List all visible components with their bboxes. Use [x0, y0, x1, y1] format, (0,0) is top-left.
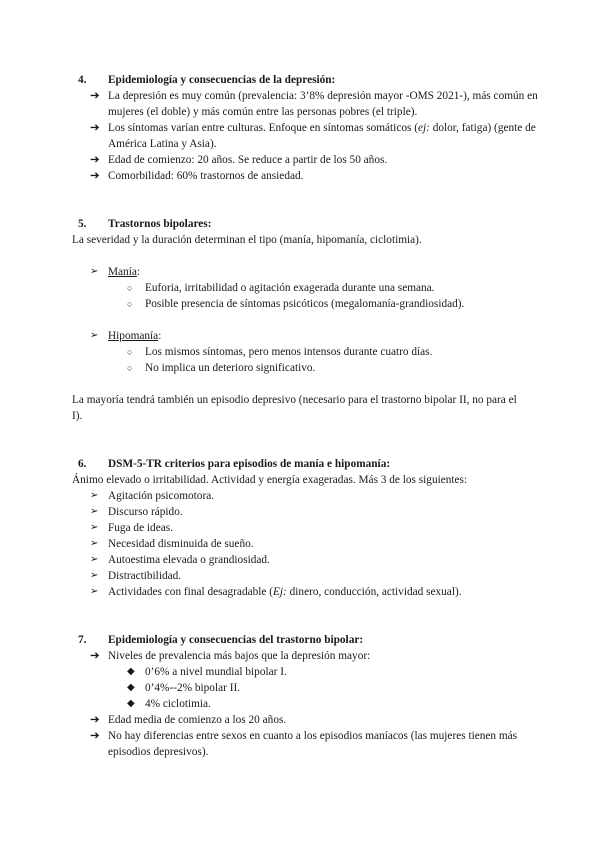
hipomania-list-item: ➢ Hipomanía:: [90, 330, 162, 342]
list-item-italic: Ej:: [273, 586, 287, 598]
diamond-bullet-icon: ◆: [127, 682, 135, 693]
list-item-italic: ej:: [417, 122, 430, 134]
list-item-text: La depresión es muy común (prevalencia: 3’8% depresión mayor -OMS 2021-), más común en mujeres (el doble) y más común entre las personas pobres (el triple).: [108, 90, 538, 118]
triangle-bullet-icon: ➢: [90, 538, 99, 549]
arrow-bullet-icon: ➔: [90, 714, 100, 726]
circle-bullet-icon: ○: [127, 299, 133, 309]
list-item-text: 0’6% a nivel mundial bipolar I.: [145, 666, 287, 678]
triangle-bullet-icon: ➢: [90, 490, 99, 501]
mania-list-item: ➢ Manía:: [90, 266, 141, 278]
list-item: [90, 152, 548, 168]
list-item-text: Euforia, irritabilidad o agitación exagerada durante una semana.: [145, 282, 435, 294]
diamond-bullet-icon: ◆: [127, 698, 135, 709]
section-number: 5.: [78, 218, 87, 230]
hipomania-label: Hipomanía: [108, 330, 159, 342]
list-item-text: Edad media de comienzo a los 20 años.: [108, 714, 287, 726]
list-item: [90, 520, 548, 536]
list-item: [90, 568, 548, 584]
arrow-bullet-icon: ➔: [90, 170, 100, 182]
list-item-text: dolor, fatiga) (gente de América Latina y Asia).: [108, 122, 536, 150]
triangle-bullet-icon: ➢: [90, 554, 99, 565]
circle-bullet-icon: ○: [127, 283, 133, 293]
list-item-text: dinero, conducción, actividad sexual).: [286, 586, 462, 598]
list-item-text: Autoestima elevada o grandiosidad.: [108, 554, 270, 566]
list-item: [127, 280, 545, 296]
section-title: Epidemiología y consecuencias del trastorno bipolar:: [108, 634, 364, 646]
list-item: [90, 504, 548, 520]
list-item: [127, 696, 545, 712]
list-item-text: Discurso rápido.: [108, 506, 183, 518]
section-6-heading: [78, 456, 390, 472]
section-number: 4.: [78, 74, 87, 86]
arrow-bullet-icon: ➔: [90, 122, 100, 134]
list-item-text: Actividades con final desagradable (: [108, 586, 273, 598]
list-item: [90, 584, 548, 600]
circle-bullet-icon: ○: [127, 363, 133, 373]
list-item: [127, 344, 545, 360]
section-title: Trastornos bipolares:: [108, 218, 212, 230]
arrow-bullet-icon: ➔: [90, 650, 100, 662]
list-item: [90, 168, 548, 184]
section-7-heading: [78, 632, 363, 648]
triangle-bullet-icon: ➢: [90, 570, 99, 581]
triangle-bullet-icon: ➢: [90, 330, 99, 341]
list-item: [90, 728, 548, 760]
section-title: DSM-5-TR criterios para episodios de manía e hipomanía:: [108, 458, 391, 470]
triangle-bullet-icon: ➢: [90, 506, 99, 517]
list-item: [90, 120, 548, 152]
list-item-text: No hay diferencias entre sexos en cuanto a los episodios maníacos (las mujeres tienen más episodios depresivos).: [108, 730, 518, 758]
list-item: [90, 88, 548, 120]
list-item: [127, 664, 545, 680]
arrow-bullet-icon: ➔: [90, 154, 100, 166]
section-4-heading: [78, 72, 335, 88]
triangle-bullet-icon: ➢: [90, 522, 99, 533]
section-6-intro: Ánimo elevado o irritabilidad. Actividad y energía exageradas. Más 3 de los siguientes:: [72, 474, 468, 486]
list-item-text: Niveles de prevalencia más bajos que la depresión mayor:: [108, 650, 371, 662]
list-item: [90, 552, 548, 568]
list-item-text: Fuga de ideas.: [108, 522, 173, 534]
circle-bullet-icon: ○: [127, 347, 133, 357]
list-item-text: No implica un deterioro significativo.: [145, 362, 316, 374]
list-item-text: Los síntomas varían entre culturas. Enfoque en síntomas somáticos (: [108, 122, 418, 134]
section-title: Epidemiología y consecuencias de la depresión:: [108, 74, 336, 86]
triangle-bullet-icon: ➢: [90, 266, 99, 277]
arrow-bullet-icon: ➔: [90, 730, 100, 742]
diamond-bullet-icon: ◆: [127, 666, 135, 677]
section-5-heading: [78, 216, 211, 232]
list-item-text: Posible presencia de síntomas psicóticos (megalomanía-grandiosidad).: [145, 298, 465, 310]
list-item: [90, 488, 548, 504]
section-number: 6.: [78, 458, 87, 470]
section-number: 7.: [78, 634, 87, 646]
list-item: [127, 680, 545, 696]
arrow-bullet-icon: ➔: [90, 90, 100, 102]
list-item-text: Agitación psicomotora.: [108, 490, 215, 502]
list-item: [90, 536, 548, 552]
section-5-intro: La severidad y la duración determinan el tipo (manía, hipomanía, ciclotimia).: [72, 234, 422, 246]
list-item-text: Los mismos síntomas, pero menos intensos durante cuatro días.: [145, 346, 433, 358]
list-item: [127, 296, 545, 312]
list-item-text: Edad de comienzo: 20 años. Se reduce a partir de los 50 años.: [108, 154, 388, 166]
list-item: [127, 360, 545, 376]
mania-label: Manía: [108, 266, 137, 278]
list-item: [90, 712, 548, 728]
list-item: [90, 648, 548, 664]
list-item-text: 4% ciclotimia.: [145, 698, 211, 710]
list-item-text: Comorbilidad: 60% trastornos de ansiedad.: [108, 170, 304, 182]
section-5-closing: La mayoría tendrá también un episodio depresivo (necesario para el trastorno bipolar II, no para el I).: [72, 394, 517, 422]
list-item-text: Necesidad disminuida de sueño.: [108, 538, 254, 550]
list-item-text: Distractibilidad.: [108, 570, 182, 582]
list-item-text: 0’4%--2% bipolar II.: [145, 682, 241, 694]
triangle-bullet-icon: ➢: [90, 586, 99, 597]
